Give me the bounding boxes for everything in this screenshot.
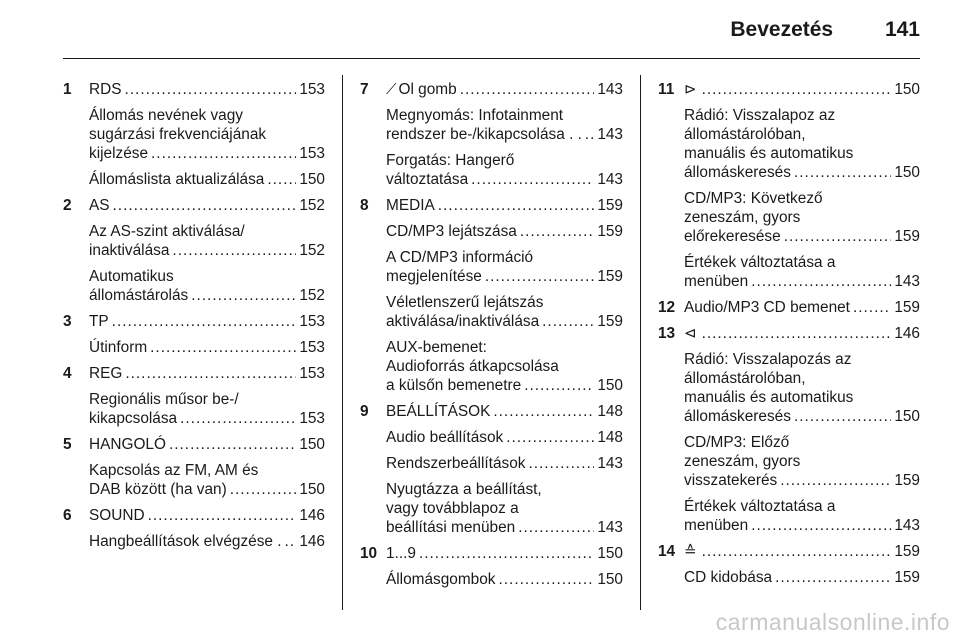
index-entry	[63, 506, 325, 525]
index-entry	[360, 544, 623, 563]
entry-label: ⟋ Ol gomb	[386, 81, 457, 98]
column-1	[63, 80, 325, 558]
leader-dots	[784, 227, 892, 246]
entry-line	[89, 144, 325, 163]
entry-text: Az AS-szint aktiválása/	[89, 223, 245, 240]
index-subentry	[360, 248, 623, 286]
entry-text: manuális és automatikus	[684, 145, 854, 162]
entry-line	[684, 516, 920, 535]
entry-label: CD/MP3 lejátszása	[386, 223, 517, 240]
entry-line	[684, 407, 920, 426]
page-reference: 152	[299, 197, 325, 214]
index-entry	[658, 542, 920, 561]
page-reference: 150	[299, 171, 325, 188]
entry-line	[89, 286, 325, 305]
leader-dots	[775, 568, 891, 587]
entry-label	[684, 80, 699, 99]
entry-number: 10	[360, 545, 378, 562]
leader-dots	[113, 196, 297, 215]
page-reference: 143	[597, 171, 623, 188]
leader-dots	[780, 471, 891, 490]
column-2	[360, 80, 623, 596]
index-subentry	[360, 454, 623, 473]
entry-text: Állomás nevének vagy	[89, 107, 243, 124]
page-number: 141	[884, 18, 920, 41]
page-reference: 143	[597, 81, 623, 98]
entry-line	[89, 532, 325, 551]
page-reference: 153	[299, 81, 325, 98]
leader-dots	[585, 125, 594, 144]
entry-line	[684, 80, 920, 99]
index-subentry	[360, 428, 623, 447]
leader-dots	[499, 570, 595, 589]
index-subentry	[658, 253, 920, 291]
index-subentry	[360, 293, 623, 331]
index-subentry	[63, 106, 325, 163]
page-reference: 150	[597, 571, 623, 588]
entry-label: a külsőn bemenetre	[386, 377, 522, 394]
button-symbol-icon: ⊳	[684, 81, 697, 98]
page-reference: 153	[299, 410, 325, 427]
entry-label: MEDIA	[386, 197, 435, 214]
index-subentry	[360, 106, 623, 144]
entry-text: Automatikus	[89, 268, 174, 285]
page-reference: 150	[894, 164, 920, 181]
leader-dots	[230, 480, 297, 499]
page-reference: 159	[597, 268, 623, 285]
index-entry	[658, 324, 920, 343]
entry-label: kijelzése	[89, 145, 149, 162]
entry-line	[386, 267, 623, 286]
index-subentry	[360, 480, 623, 537]
entry-text: CD/MP3: Következő	[684, 190, 823, 207]
page-reference: 146	[299, 507, 325, 524]
index-subentry	[360, 151, 623, 189]
index-subentry	[63, 170, 325, 189]
entry-text: zeneszám, gyors	[684, 453, 801, 470]
entry-label: menüben	[684, 517, 749, 534]
entry-number: 1	[63, 81, 72, 98]
entry-label: Hangbeállítások elvégzése .	[89, 533, 282, 550]
leader-dots	[112, 312, 297, 331]
page-reference: 148	[597, 403, 623, 420]
entry-label: Útinform	[89, 339, 148, 356]
leader-dots	[267, 170, 296, 189]
entry-line	[684, 542, 920, 561]
index-subentry	[360, 222, 623, 241]
page-reference: 159	[597, 197, 623, 214]
watermark: carmanualsonline.info	[715, 609, 950, 635]
entry-label: CD kidobása	[684, 569, 773, 586]
index-entry	[658, 298, 920, 317]
entry-text: Értékek változtatása a	[684, 498, 836, 515]
entry-number: 5	[63, 436, 72, 453]
entry-text: Kapcsolás az FM, AM és	[89, 462, 259, 479]
leader-dots	[172, 241, 296, 260]
entry-label: változtatása	[386, 171, 469, 188]
page-reference: 153	[299, 339, 325, 356]
entry-label: Rendszerbeállítások	[386, 455, 526, 472]
index-subentry	[63, 267, 325, 305]
entry-line	[386, 170, 623, 189]
leader-dots	[471, 170, 594, 189]
entry-text: zeneszám, gyors	[684, 209, 801, 226]
entry-number: 7	[360, 81, 369, 98]
entry-line	[89, 241, 325, 260]
page-reference: 143	[597, 519, 623, 536]
index-subentry	[63, 390, 325, 428]
entry-label: kikapcsolása	[89, 410, 178, 427]
entry-line	[89, 312, 325, 331]
entry-line	[386, 428, 623, 447]
entry-label: Audio/MP3 CD bemenet	[684, 299, 850, 316]
entry-label: beállítási menüben	[386, 519, 516, 536]
index-subentry	[360, 338, 623, 395]
page-reference: 150	[894, 408, 920, 425]
entry-label	[684, 542, 699, 561]
entry-line	[89, 409, 325, 428]
entry-text: Véletlenszerű lejátszás	[386, 294, 544, 311]
index-entry	[658, 80, 920, 99]
index-subentry	[658, 106, 920, 182]
column-3	[658, 80, 920, 594]
entry-text: Rádió: Visszalapoz az	[684, 107, 836, 124]
entry-line	[89, 364, 325, 383]
index-entry	[360, 402, 623, 421]
leader-dots	[506, 428, 594, 447]
page-reference: 153	[299, 313, 325, 330]
entry-number: 3	[63, 313, 72, 330]
entry-line	[684, 324, 920, 343]
index-subentry	[658, 189, 920, 246]
page-reference: 153	[299, 365, 325, 382]
index-subentry	[63, 461, 325, 499]
entry-text: vagy továbblapoz a	[386, 500, 519, 517]
index-entry	[360, 196, 623, 215]
index-subentry	[658, 350, 920, 426]
entry-line	[684, 272, 920, 291]
entry-number: 4	[63, 365, 72, 382]
entry-label: állomáskeresés	[684, 164, 791, 181]
entry-line	[89, 435, 325, 454]
entry-text: Regionális műsor be-/	[89, 391, 239, 408]
leader-dots	[751, 516, 891, 535]
index-subentry	[63, 222, 325, 260]
entry-label: TP	[89, 313, 109, 330]
entry-label: előrekeresése	[684, 228, 781, 245]
leader-dots	[528, 454, 594, 473]
entry-line	[89, 480, 325, 499]
entry-line	[89, 80, 325, 99]
page-reference: 150	[597, 545, 623, 562]
leader-dots	[702, 324, 892, 343]
page-reference: 143	[597, 126, 623, 143]
entry-text: A CD/MP3 információ	[386, 249, 534, 266]
entry-text: CD/MP3: Előző	[684, 434, 790, 451]
leader-dots	[520, 222, 594, 241]
page-reference: 159	[894, 299, 920, 316]
entry-text: Nyugtázza a beállítást,	[386, 481, 542, 498]
column-divider-2	[640, 75, 641, 610]
entry-label: Állomáslista aktualizálása	[89, 171, 265, 188]
leader-dots	[419, 544, 594, 563]
entry-line	[684, 298, 920, 317]
entry-line	[386, 544, 623, 563]
leader-dots	[485, 267, 594, 286]
entry-number: 9	[360, 403, 369, 420]
entry-line	[386, 312, 623, 331]
entry-label: Állomásgombok	[386, 571, 496, 588]
entry-text: Audioforrás átkapcsolása	[386, 358, 559, 375]
entry-label: visszatekerés	[684, 472, 778, 489]
entry-label: RDS	[89, 81, 122, 98]
index-entry	[63, 80, 325, 99]
entry-text: sugárzási frekvenciájának	[89, 126, 267, 143]
entry-label: állomástárolás	[89, 287, 189, 304]
entry-text: Értékek változtatása a	[684, 254, 836, 271]
page-reference: 159	[894, 569, 920, 586]
page-reference: 153	[299, 145, 325, 162]
entry-line	[89, 170, 325, 189]
entry-label: Audio beállítások	[386, 429, 504, 446]
entry-label: állomáskeresés	[684, 408, 791, 425]
entry-label: rendszer be-/kikapcsolása . .	[386, 126, 582, 143]
entry-label: 1...9	[386, 545, 416, 562]
entry-line	[386, 80, 623, 99]
entry-label: SOUND	[89, 507, 145, 524]
page-reference: 146	[894, 325, 920, 342]
entry-text: Forgatás: Hangerő	[386, 152, 515, 169]
entry-text: állomástárolóban,	[684, 370, 806, 387]
entry-number: 8	[360, 197, 369, 214]
leader-dots	[751, 272, 891, 291]
page-reference: 150	[597, 377, 623, 394]
entry-number: 11	[658, 81, 675, 98]
entry-line	[386, 402, 623, 421]
entry-line	[386, 125, 623, 144]
header-rule	[63, 58, 920, 59]
page-reference: 159	[597, 313, 623, 330]
entry-label: REG	[89, 365, 123, 382]
entry-line	[684, 568, 920, 587]
entry-number: 14	[658, 543, 676, 560]
leader-dots	[524, 376, 594, 395]
entry-number: 12	[658, 299, 676, 316]
entry-text: állomástárolóban,	[684, 126, 806, 143]
page-reference: 146	[299, 533, 325, 550]
index-subentry	[658, 568, 920, 587]
entry-line	[386, 376, 623, 395]
leader-dots	[493, 402, 594, 421]
column-divider-1	[342, 75, 343, 610]
page-reference: 159	[894, 543, 920, 560]
index-entry	[63, 364, 325, 383]
index-subentry	[658, 497, 920, 535]
page-reference: 159	[894, 472, 920, 489]
index-subentry	[360, 570, 623, 589]
page-reference: 148	[597, 429, 623, 446]
entry-line	[89, 338, 325, 357]
index-subentry	[63, 338, 325, 357]
leader-dots	[794, 163, 891, 182]
entry-number: 6	[63, 507, 72, 524]
entry-line	[684, 471, 920, 490]
page-reference: 159	[597, 223, 623, 240]
entry-line	[89, 506, 325, 525]
leader-dots	[542, 312, 594, 331]
index-entry	[63, 196, 325, 215]
entry-label: inaktiválása	[89, 242, 170, 259]
page-reference: 152	[299, 287, 325, 304]
entry-label: DAB között (ha van)	[89, 481, 227, 498]
leader-dots	[148, 506, 297, 525]
leader-dots	[151, 144, 296, 163]
entry-line	[684, 227, 920, 246]
entry-number: 13	[658, 325, 676, 342]
entry-label: AS	[89, 197, 110, 214]
leader-dots	[125, 80, 297, 99]
entry-line	[89, 196, 325, 215]
page-reference: 143	[894, 273, 920, 290]
index-subentry	[658, 433, 920, 490]
page-reference: 150	[299, 436, 325, 453]
entry-line	[386, 570, 623, 589]
button-symbol-icon: ⊲	[684, 325, 697, 342]
leader-dots	[702, 542, 892, 561]
entry-text: manuális és automatikus	[684, 389, 854, 406]
page-reference: 159	[894, 228, 920, 245]
entry-line	[386, 518, 623, 537]
page-reference: 152	[299, 242, 325, 259]
leader-dots	[180, 409, 296, 428]
entry-label: megjelenítése	[386, 268, 482, 285]
leader-dots	[853, 298, 891, 317]
entry-label: BEÁLLÍTÁSOK	[386, 403, 491, 420]
leader-dots	[702, 80, 892, 99]
leader-dots	[518, 518, 594, 537]
entry-label: menüben	[684, 273, 749, 290]
page-reference: 150	[894, 81, 920, 98]
index-entry	[63, 435, 325, 454]
leader-dots	[794, 407, 891, 426]
leader-dots	[191, 286, 296, 305]
leader-dots	[438, 196, 595, 215]
index-subentry	[63, 532, 325, 551]
entry-line	[386, 454, 623, 473]
leader-dots	[125, 364, 296, 383]
entry-label: aktiválása/inaktiválása	[386, 313, 540, 330]
leader-dots	[169, 435, 296, 454]
page-reference: 143	[597, 455, 623, 472]
leader-dots	[460, 80, 595, 99]
index-entry	[63, 312, 325, 331]
page-reference: 143	[894, 517, 920, 534]
entry-text: AUX-bemenet:	[386, 339, 487, 356]
leader-dots	[285, 532, 297, 551]
entry-line	[386, 222, 623, 241]
page-reference: 150	[299, 481, 325, 498]
button-symbol-icon: ⟋	[386, 81, 397, 98]
entry-label	[684, 324, 699, 343]
entry-line	[684, 163, 920, 182]
index-entry	[360, 80, 623, 99]
entry-text: Megnyomás: Infotainment	[386, 107, 564, 124]
leader-dots	[150, 338, 296, 357]
entry-line	[386, 196, 623, 215]
entry-label: HANGOLÓ	[89, 436, 166, 453]
page-header	[730, 18, 920, 42]
page-title: Bevezetés	[730, 18, 834, 41]
entry-number: 2	[63, 197, 72, 214]
button-symbol-icon: ≙	[684, 543, 697, 560]
entry-text: Rádió: Visszalapozás az	[684, 351, 852, 368]
